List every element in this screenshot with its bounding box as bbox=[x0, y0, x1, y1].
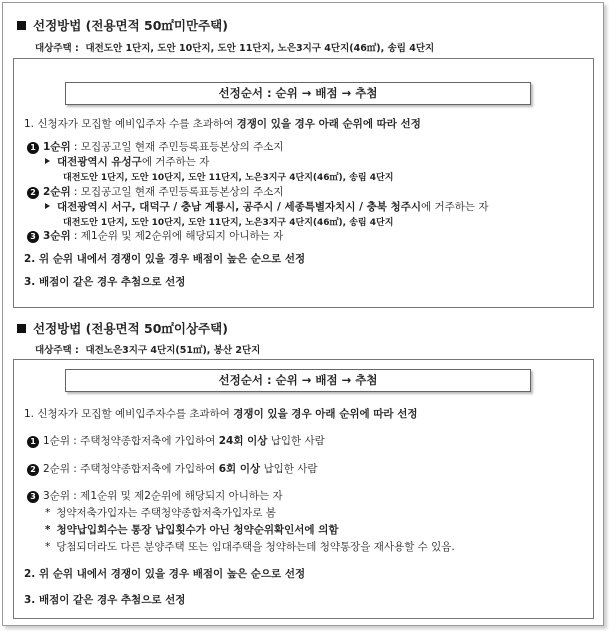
circled-number-icon: 1 bbox=[27, 436, 39, 448]
section2-title: 선정방법 (전용면적 50㎡이상주택) bbox=[17, 319, 228, 337]
triangle-bullet-icon bbox=[45, 203, 50, 209]
section1-rank2: 2 2순위 : 모집공고일 현재 주민등록표등본상의 주소지 bbox=[27, 184, 284, 199]
section1-rank1: 1 1순위 : 모집공고일 현재 주민등록표등본상의 주소지 bbox=[27, 139, 284, 154]
asterisk-bullet-icon: * bbox=[45, 507, 51, 519]
section1-line3: 3. 배점이 같은 경우 추첨으로 선정 bbox=[24, 276, 186, 288]
section2-target: 대상주택 : 대전노은3지구 4단지(51㎡), 봉산 2단지 bbox=[35, 345, 261, 356]
section2-rank3: 3 3순위 : 제1순위 및 제2순위에 해당되지 아니하는 자 bbox=[27, 488, 283, 503]
section1-rank1-sub: 대전광역시 유성구에 거주하는 자 bbox=[45, 154, 209, 169]
circled-number-icon: 3 bbox=[27, 231, 39, 243]
triangle-bullet-icon bbox=[45, 158, 50, 164]
section1-rank3: 3 3순위 : 제1순위 및 제2순위에 해당되지 아니하는 자 bbox=[27, 228, 283, 243]
section2-line2: 2. 위 순위 내에서 경쟁이 있을 경우 배점이 높은 순으로 선정 bbox=[24, 568, 306, 580]
circled-number-icon: 1 bbox=[27, 142, 39, 154]
square-bullet-icon bbox=[17, 324, 26, 333]
section1-rank2-sub: 대전광역시 서구, 대덕구 / 충남 계룡시, 공주시 / 세종특별자치시 / 충북 청주시에 거주하는 자 bbox=[45, 199, 489, 214]
section1-line2: 2. 위 순위 내에서 경쟁이 있을 경우 배점이 높은 순으로 선정 bbox=[24, 253, 306, 265]
asterisk-bullet-icon: * bbox=[45, 524, 51, 536]
section2-rank2: 2 2순위 : 주택청약종합저축에 가입하여 6회 이상 납입한 사람 bbox=[27, 461, 318, 476]
section2-line3: 3. 배점이 같은 경우 추첨으로 선정 bbox=[24, 594, 186, 606]
circled-number-icon: 2 bbox=[27, 187, 39, 199]
section2-order-banner: 선정순서 : 순위 → 배점 → 추첨 bbox=[65, 369, 531, 392]
document-frame bbox=[2, 2, 604, 626]
section2-rank1: 1 1순위 : 주택청약종합저축에 가입하여 24회 이상 납입한 사람 bbox=[27, 433, 325, 448]
section1-rank2-detail: 대전도안 1단지, 도안 10단지, 도안 11단지, 노은3지구 4단지(46㎡), 송림 4단지 bbox=[63, 218, 394, 228]
section1-intro: 1. 신청자가 모집할 예비입주자 수를 초과하여 경쟁이 있을 경우 아래 순위에 따라 선정 bbox=[24, 118, 421, 130]
section2-note1: * 청약저축가입자는 주택청약종합저축가입자로 봄 bbox=[45, 507, 276, 519]
section1-rank1-detail: 대전도안 1단지, 도안 10단지, 도안 11단지, 노은3지구 4단지(46㎡), 송림 4단지 bbox=[63, 173, 394, 183]
section1-target: 대상주택 : 대전도안 1단지, 도안 10단지, 도안 11단지, 노은3지구 4단지(46㎡), 송림 4단지 bbox=[35, 43, 435, 54]
circled-number-icon: 3 bbox=[27, 491, 39, 503]
asterisk-bullet-icon: * bbox=[45, 541, 51, 553]
section1-title: 선정방법 (전용면적 50㎡미만주택) bbox=[17, 16, 228, 34]
section2-intro: 1. 신청자가 모집할 예비입주자수를 초과하여 경쟁이 있을 경우 아래 순위에 따라 선정 bbox=[24, 408, 418, 420]
section1-order-banner: 선정순서 : 순위 → 배점 → 추첨 bbox=[65, 82, 531, 105]
section2-note3: * 당첨되더라도 다른 분양주택 또는 임대주택을 청약하는데 청약통장을 재사용할 수 있음. bbox=[45, 541, 455, 553]
square-bullet-icon bbox=[17, 21, 26, 30]
section2-note2: * 청약납입회수는 통장 납입횟수가 아닌 청약순위확인서에 의함 bbox=[45, 524, 339, 536]
circled-number-icon: 2 bbox=[27, 464, 39, 476]
